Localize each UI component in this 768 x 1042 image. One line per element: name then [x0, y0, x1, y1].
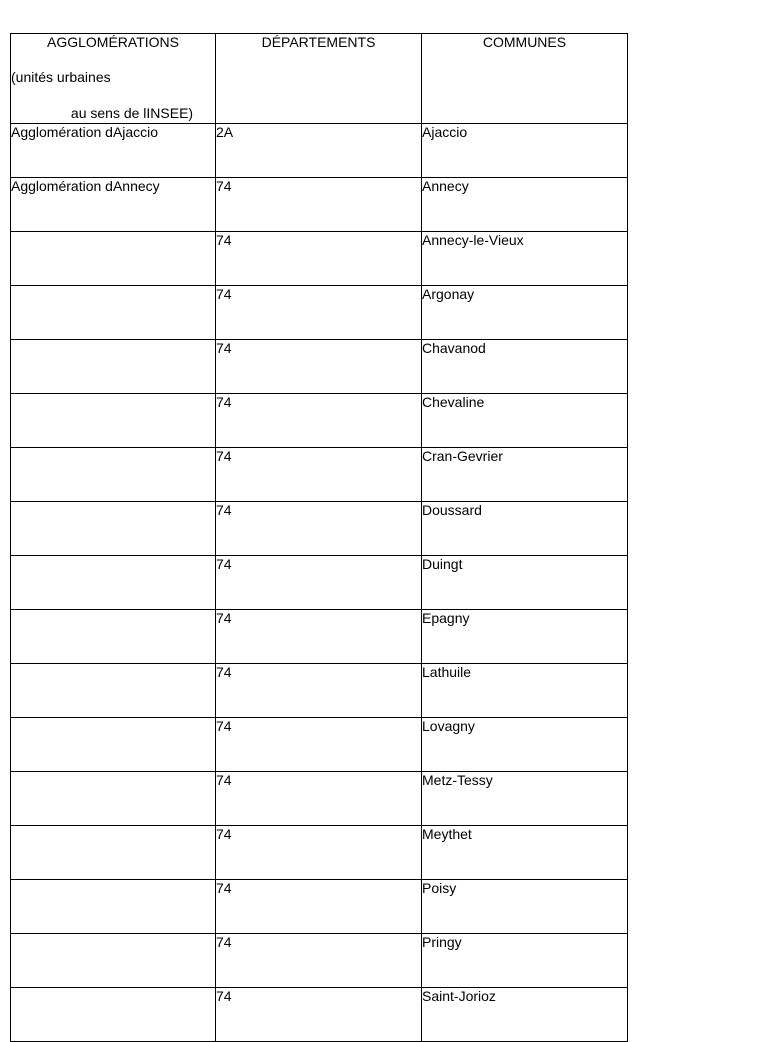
- commune-text: Annecy: [422, 178, 469, 194]
- table-row: [11, 718, 628, 772]
- cell-agglomeration: [11, 556, 216, 610]
- table-row: [11, 664, 628, 718]
- table-row: [11, 826, 628, 880]
- cell-agglomeration: [11, 772, 216, 826]
- commune-text: Duingt: [422, 556, 463, 572]
- table-row: [11, 772, 628, 826]
- cell-commune: [422, 772, 628, 826]
- header-communes: [422, 34, 628, 124]
- cell-commune: [422, 448, 628, 502]
- commune-text: Annecy-le-Vieux: [422, 232, 524, 248]
- cell-departement: [216, 934, 422, 988]
- commune-text: Metz-Tessy: [422, 772, 493, 788]
- cell-departement: [216, 124, 422, 178]
- table-row: [11, 502, 628, 556]
- cell-departement: [216, 880, 422, 934]
- cell-departement: [216, 610, 422, 664]
- header-communes-title: COMMUNES: [482, 34, 567, 50]
- commune-text: Ajaccio: [422, 124, 468, 140]
- table-row: [11, 340, 628, 394]
- table-body: [11, 124, 628, 1042]
- departement-text: 74: [216, 178, 232, 194]
- header-agglomerations-subtitle-2: au sens de lINSEE): [70, 105, 194, 121]
- cell-agglomeration: [11, 232, 216, 286]
- cell-commune: [422, 826, 628, 880]
- table-header-row: [11, 34, 628, 124]
- commune-text: Argonay: [422, 286, 475, 302]
- departement-text: 74: [216, 826, 232, 842]
- cell-departement: [216, 394, 422, 448]
- cell-agglomeration: [11, 124, 216, 178]
- cell-departement: [216, 718, 422, 772]
- agglomeration-text: Agglomération dAnnecy: [11, 178, 160, 194]
- cell-commune: [422, 988, 628, 1042]
- commune-text: Meythet: [422, 826, 472, 842]
- table-row: [11, 610, 628, 664]
- cell-commune: [422, 178, 628, 232]
- table-row: [11, 124, 628, 178]
- agglomeration-text: Agglomération dAjaccio: [11, 124, 159, 140]
- departement-text: 74: [216, 556, 232, 572]
- cell-commune: [422, 124, 628, 178]
- cell-departement: [216, 556, 422, 610]
- cell-departement: [216, 772, 422, 826]
- cell-agglomeration: [11, 340, 216, 394]
- cell-commune: [422, 718, 628, 772]
- cell-departement: [216, 448, 422, 502]
- departement-text: 74: [216, 772, 232, 788]
- cell-departement: [216, 232, 422, 286]
- commune-text: Chavanod: [422, 340, 486, 356]
- departement-text: 74: [216, 286, 232, 302]
- cell-departement: [216, 340, 422, 394]
- cell-departement: [216, 502, 422, 556]
- cell-departement: [216, 988, 422, 1042]
- cell-agglomeration: [11, 664, 216, 718]
- header-departements-title: DÉPARTEMENTS: [261, 34, 376, 50]
- table-row: [11, 232, 628, 286]
- commune-text: Doussard: [422, 502, 482, 518]
- cell-commune: [422, 286, 628, 340]
- commune-text: Epagny: [422, 610, 470, 626]
- cell-departement: [216, 286, 422, 340]
- commune-text: Lathuile: [422, 664, 472, 680]
- header-departements: [216, 34, 422, 124]
- cell-agglomeration: [11, 826, 216, 880]
- cell-agglomeration: [11, 880, 216, 934]
- cell-commune: [422, 664, 628, 718]
- departement-text: 2A: [216, 124, 234, 140]
- departement-text: 74: [216, 502, 232, 518]
- departement-text: 74: [216, 718, 232, 734]
- cell-agglomeration: [11, 448, 216, 502]
- cell-departement: [216, 826, 422, 880]
- communes-table: [10, 33, 628, 1042]
- departement-text: 74: [216, 880, 232, 896]
- cell-agglomeration: [11, 934, 216, 988]
- cell-agglomeration: [11, 610, 216, 664]
- commune-text: Lovagny: [422, 718, 475, 734]
- table-row: [11, 556, 628, 610]
- departement-text: 74: [216, 448, 232, 464]
- table-row: [11, 988, 628, 1042]
- commune-text: Pringy: [422, 934, 462, 950]
- commune-text: Saint-Jorioz: [422, 988, 496, 1004]
- header-agglomerations-subtitle-1: (unités urbaines: [11, 69, 111, 85]
- departement-text: 74: [216, 394, 232, 410]
- cell-departement: [216, 178, 422, 232]
- departement-text: 74: [216, 610, 232, 626]
- cell-commune: [422, 232, 628, 286]
- table-row: [11, 394, 628, 448]
- cell-commune: [422, 556, 628, 610]
- departement-text: 74: [216, 934, 232, 950]
- cell-commune: [422, 880, 628, 934]
- cell-commune: [422, 610, 628, 664]
- header-agglomerations: [11, 34, 216, 124]
- cell-agglomeration: [11, 988, 216, 1042]
- cell-commune: [422, 502, 628, 556]
- table-row: [11, 448, 628, 502]
- departement-text: 74: [216, 340, 232, 356]
- cell-commune: [422, 934, 628, 988]
- departement-text: 74: [216, 988, 232, 1004]
- table-row: [11, 880, 628, 934]
- departement-text: 74: [216, 664, 232, 680]
- cell-agglomeration: [11, 286, 216, 340]
- departement-text: 74: [216, 232, 232, 248]
- table-row: [11, 178, 628, 232]
- cell-agglomeration: [11, 394, 216, 448]
- cell-departement: [216, 664, 422, 718]
- commune-text: Poisy: [422, 880, 457, 896]
- cell-commune: [422, 394, 628, 448]
- table-row: [11, 934, 628, 988]
- header-agglomerations-title: AGGLOMÉRATIONS: [47, 34, 179, 50]
- commune-text: Chevaline: [422, 394, 485, 410]
- cell-commune: [422, 340, 628, 394]
- commune-text: Cran-Gevrier: [422, 448, 503, 464]
- cell-agglomeration: [11, 502, 216, 556]
- cell-agglomeration: [11, 178, 216, 232]
- cell-agglomeration: [11, 718, 216, 772]
- table-row: [11, 286, 628, 340]
